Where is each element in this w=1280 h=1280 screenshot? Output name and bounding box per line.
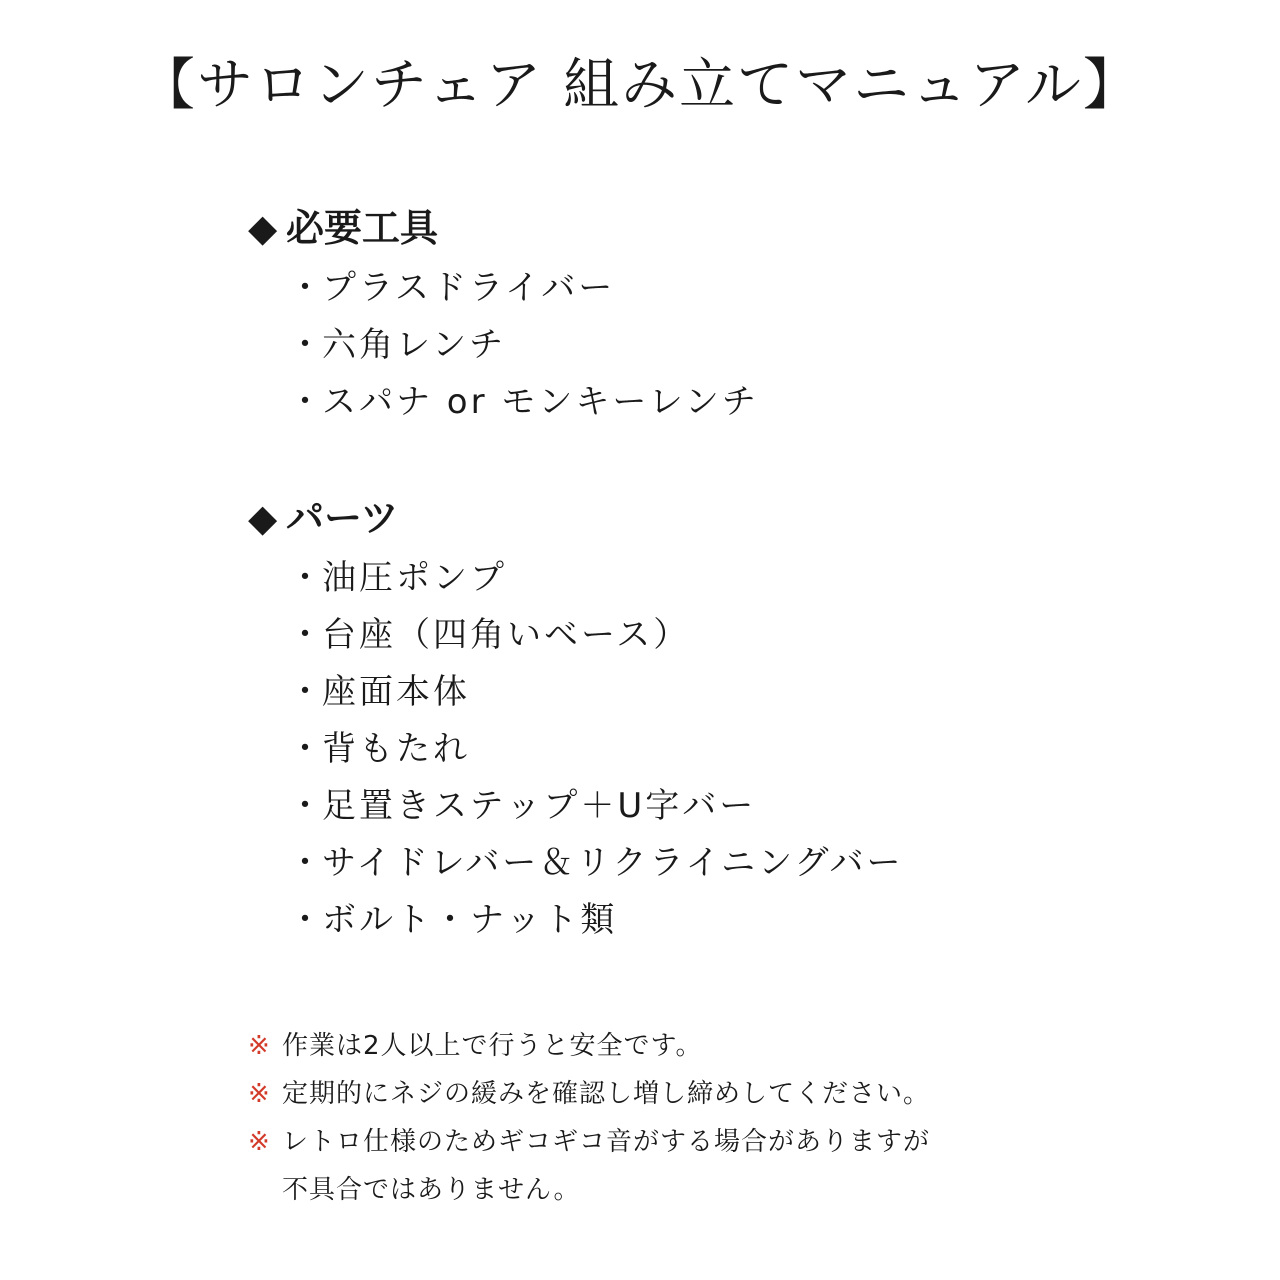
list-item bbox=[248, 778, 1208, 835]
reference-mark-icon: ※ bbox=[248, 1079, 271, 1109]
note-text: 作業は2人以上で行うと安全です。 bbox=[282, 1031, 703, 1061]
bullet-icon: ・ bbox=[288, 843, 325, 883]
bullet-icon: ・ bbox=[288, 558, 325, 598]
list-item bbox=[248, 550, 1208, 607]
bullet-icon: ・ bbox=[288, 729, 325, 769]
part-label: 油圧ポンプ bbox=[322, 558, 507, 598]
tool-label: プラスドライバー bbox=[322, 268, 616, 308]
list-item bbox=[248, 260, 1208, 317]
parts-section bbox=[248, 486, 1208, 949]
required-tools-section bbox=[248, 196, 1208, 431]
part-label: 台座（四角いベース） bbox=[322, 615, 691, 655]
tool-label: スパナ or モンキーレンチ bbox=[322, 382, 759, 422]
required-tools-heading-label: 必要工具 bbox=[286, 206, 439, 250]
diamond-icon: ◆ bbox=[248, 206, 278, 250]
tool-label: 六角レンチ bbox=[322, 325, 507, 365]
bullet-icon: ・ bbox=[288, 268, 325, 308]
list-item bbox=[248, 664, 1208, 721]
parts-heading bbox=[248, 486, 1208, 550]
parts-list bbox=[248, 550, 1208, 949]
note-item bbox=[248, 1118, 1208, 1214]
note-text: レトロ仕様のためギコギコ音がする場合がありますが bbox=[282, 1127, 931, 1157]
part-label: 足置きステップ＋U字バー bbox=[322, 786, 757, 826]
diamond-icon: ◆ bbox=[248, 496, 278, 540]
list-item bbox=[248, 607, 1208, 664]
bullet-icon: ・ bbox=[288, 615, 325, 655]
part-label: 座面本体 bbox=[322, 672, 470, 712]
note-item bbox=[248, 1070, 1208, 1118]
required-tools-heading bbox=[248, 196, 1208, 260]
bullet-icon: ・ bbox=[288, 325, 325, 365]
bullet-icon: ・ bbox=[288, 382, 325, 422]
reference-mark-icon: ※ bbox=[248, 1127, 271, 1157]
note-text-continuation: 不具合ではありません。 bbox=[282, 1175, 581, 1205]
tools-list bbox=[248, 260, 1208, 431]
list-item bbox=[248, 835, 1208, 892]
notes-section bbox=[248, 1022, 1208, 1214]
part-label: ボルト・ナット類 bbox=[322, 900, 618, 940]
bullet-icon: ・ bbox=[288, 672, 325, 712]
page-title: 【サロンチェア 組み立てマニュアル】 bbox=[139, 53, 1141, 118]
part-label: 背もたれ bbox=[322, 729, 470, 769]
list-item bbox=[248, 374, 1208, 431]
note-text: 定期的にネジの緩みを確認し増し締めしてください。 bbox=[282, 1079, 931, 1109]
list-item bbox=[248, 721, 1208, 778]
part-label: サイドレバー＆リクライニングバー bbox=[322, 843, 904, 883]
note-item bbox=[248, 1022, 1208, 1070]
bullet-icon: ・ bbox=[288, 786, 325, 826]
bullet-icon: ・ bbox=[288, 900, 325, 940]
parts-heading-label: パーツ bbox=[286, 496, 399, 540]
list-item bbox=[248, 317, 1208, 374]
reference-mark-icon: ※ bbox=[248, 1031, 271, 1061]
list-item bbox=[248, 892, 1208, 949]
